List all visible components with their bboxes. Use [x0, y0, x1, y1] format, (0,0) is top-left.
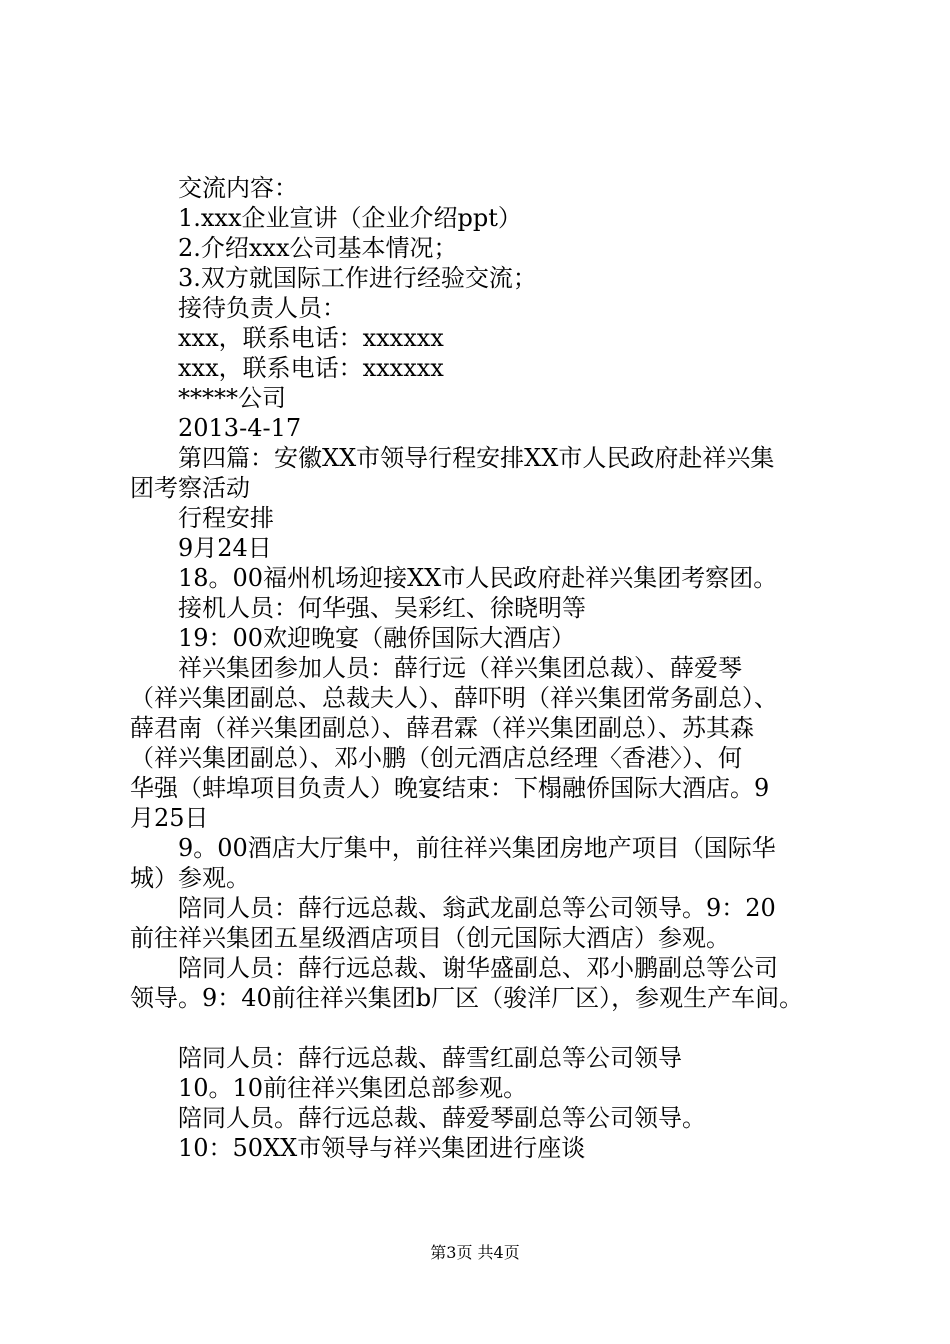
paragraph-line: 月25日 [130, 804, 209, 832]
paragraph-line: 陪同人员：薛行远总裁、谢华盛副总、邓小鹏副总等公司 [178, 954, 778, 982]
section-heading-itinerary: 行程安排 [178, 504, 274, 532]
itinerary-line: 10。10前往祥兴集团总部参观。 [178, 1074, 528, 1102]
company-name: *****公司 [178, 384, 286, 412]
page-number-footer: 第3页 共4页 [430, 1243, 520, 1262]
chapter-title: 第四篇：安徽XX市领导行程安排XX市人民政府赴祥兴集 [178, 444, 775, 472]
document-body [130, 173, 830, 1163]
paragraph-line: 前往祥兴集团五星级酒店项目（创元国际大酒店）参观。 [130, 924, 730, 952]
list-item: 3.双方就国际工作进行经验交流； [178, 264, 537, 292]
paragraph-line: （祥兴集团副总、总裁夫人）、薛吓明（祥兴集团常务副总）、 [130, 684, 778, 712]
itinerary-line: 18。00福州机场迎接XX市人民政府赴祥兴集团考察团。 [178, 564, 778, 592]
chapter-title-continued: 团考察活动 [130, 474, 250, 502]
itinerary-line: 10：50XX市领导与祥兴集团进行座谈 [178, 1134, 586, 1162]
paragraph-line: 薛君南（祥兴集团副总）、薛君霖（祥兴集团副总）、苏其森 [130, 714, 754, 742]
blank-line [130, 1013, 830, 1043]
paragraph-line: 华强（蚌埠项目负责人）晚宴结束：下榻融侨国际大酒店。9 [130, 774, 770, 802]
paragraph-line: 祥兴集团参加人员：薛行远（祥兴集团总裁）、薛爱琴 [178, 654, 742, 682]
paragraph-line: 领导。9：40前往祥兴集团b厂区（骏洋厂区），参观生产车间。 [130, 984, 804, 1012]
date-line: 2013-4-17 [178, 414, 302, 442]
itinerary-line: 接机人员：何华强、吴彩红、徐晓明等 [178, 594, 586, 622]
paragraph-line: 城）参观。 [130, 864, 250, 892]
paragraph-line: 9。00酒店大厅集中，前往祥兴集团房地产项目（国际华 [178, 834, 776, 862]
section-heading-reception: 接待负责人员： [178, 294, 346, 322]
list-item: 2.介绍xxx公司基本情况； [178, 234, 458, 262]
paragraph-line: 陪同人员：薛行远总裁、翁武龙副总等公司领导。9：20 [178, 894, 776, 922]
paragraph-line: （祥兴集团副总）、邓小鹏（创元酒店总经理〈香港〉）、何 [130, 744, 742, 772]
contact-line: xxx，联系电话：xxxxxx [178, 324, 444, 352]
day-heading: 9月24日 [178, 534, 272, 562]
contact-line: xxx，联系电话：xxxxxx [178, 354, 444, 382]
section-heading-exchange: 交流内容： [178, 174, 298, 202]
paragraph-line: 陪同人员：薛行远总裁、薛雪红副总等公司领导 [178, 1044, 682, 1072]
list-item: 1.xxx企业宣讲（企业介绍ppt） [178, 204, 522, 232]
itinerary-line: 19：00欢迎晚宴（融侨国际大酒店） [178, 624, 576, 652]
paragraph-line: 陪同人员。薛行远总裁、薛爱琴副总等公司领导。 [178, 1104, 706, 1132]
